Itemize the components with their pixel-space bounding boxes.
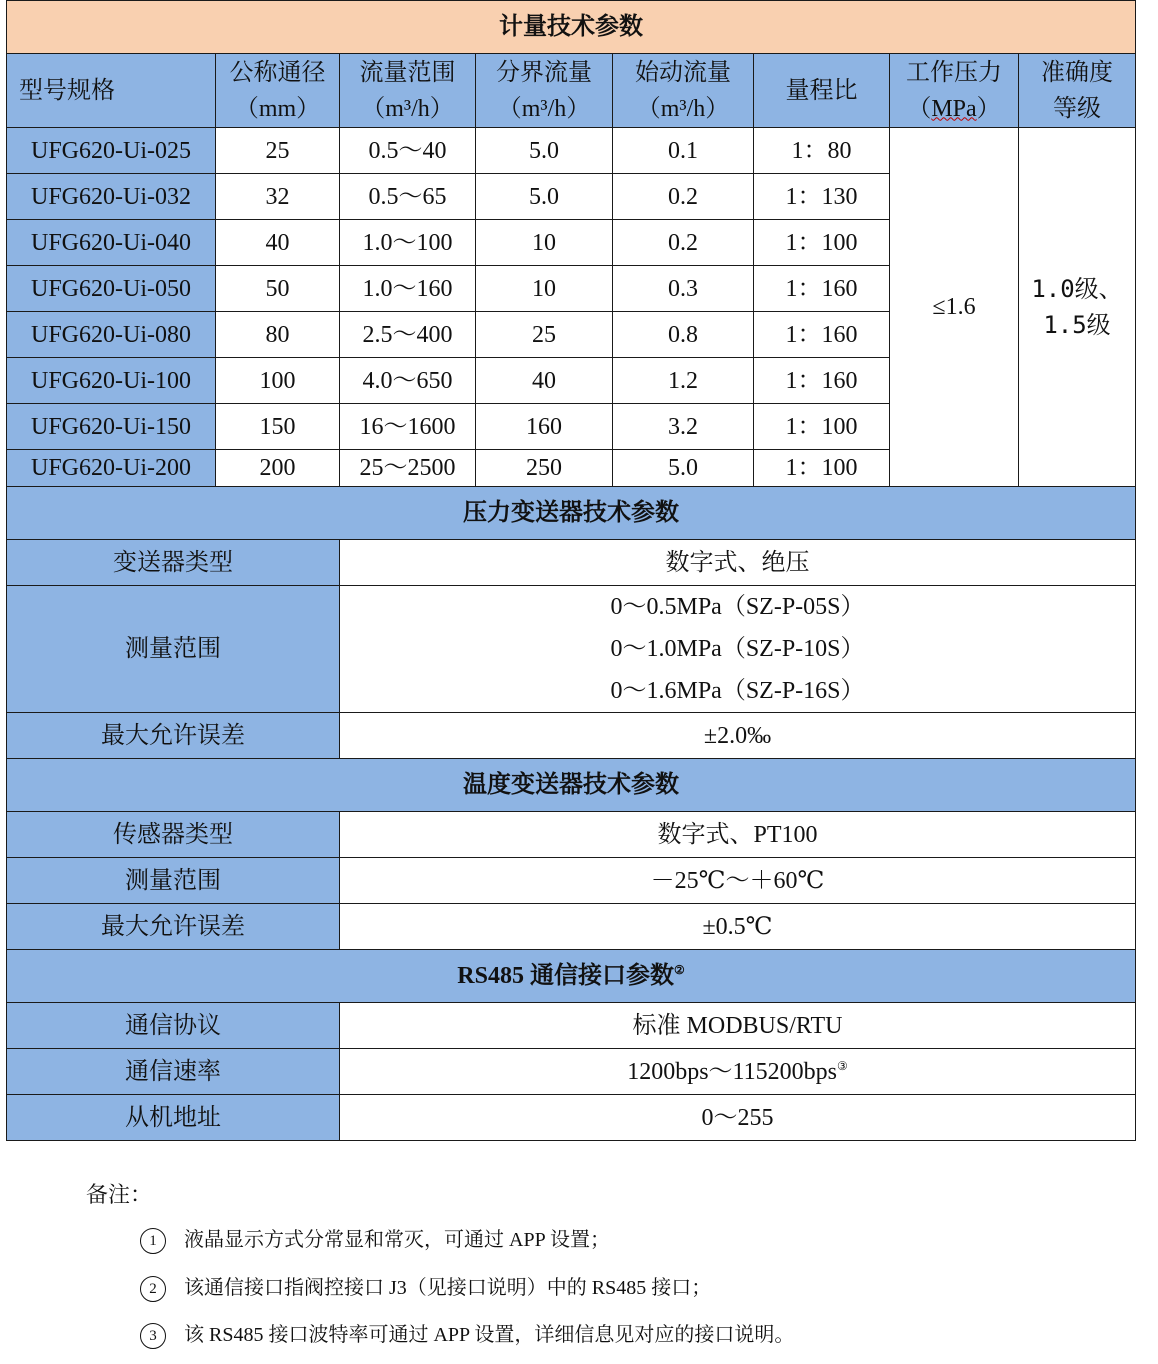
temperature-error-label: 最大允许误差 — [7, 904, 340, 950]
note-item: 3 该 RS485 接口波特率可通过 APP 设置，详细信息见对应的接口说明。 — [140, 1320, 794, 1350]
nominal-cell: 80 — [216, 312, 340, 358]
working-pressure-value: ≤1.6 — [890, 128, 1019, 487]
start-flow-cell: 3.2 — [613, 404, 754, 450]
model-cell: UFG620-Ui-200 — [7, 450, 216, 487]
header-nominal: 公称通径 （mm） — [216, 54, 340, 128]
model-cell: UFG620-Ui-150 — [7, 404, 216, 450]
start-flow-cell: 0.2 — [613, 220, 754, 266]
footnote-mark: ③ — [837, 1058, 848, 1073]
temperature-error-value: ±0.5℃ — [340, 904, 1136, 950]
header-boundary-flow: 分界流量 （m³/h） — [476, 54, 613, 128]
start-flow-cell: 0.2 — [613, 174, 754, 220]
boundary-flow-cell: 5.0 — [476, 174, 613, 220]
accuracy-class-value: 1.0级、 1.5级 — [1019, 128, 1136, 487]
pressure-section-title: 压力变送器技术参数 — [7, 487, 1136, 540]
boundary-flow-cell: 40 — [476, 358, 613, 404]
header-flow-range: 流量范围 （m³/h） — [340, 54, 476, 128]
header-start-flow: 始动流量 （m³/h） — [613, 54, 754, 128]
nominal-cell: 40 — [216, 220, 340, 266]
flow-range-cell: 1.0～100 — [340, 220, 476, 266]
model-cell: UFG620-Ui-050 — [7, 266, 216, 312]
boundary-flow-cell: 10 — [476, 266, 613, 312]
slave-address-value: 0～255 — [340, 1095, 1136, 1141]
transmitter-type-value: 数字式、绝压 — [340, 540, 1136, 586]
transmitter-type-label: 变送器类型 — [7, 540, 340, 586]
flow-range-cell: 4.0～650 — [340, 358, 476, 404]
model-cell: UFG620-Ui-100 — [7, 358, 216, 404]
note-item: 2 该通信接口指阀控接口 J3（见接口说明）中的 RS485 接口； — [140, 1273, 711, 1303]
range-ratio-cell: 1：160 — [754, 358, 890, 404]
spec-table — [6, 0, 1136, 1141]
slave-address-label: 从机地址 — [7, 1095, 340, 1141]
range-ratio-cell: 1：100 — [754, 450, 890, 487]
boundary-flow-cell: 10 — [476, 220, 613, 266]
nominal-cell: 50 — [216, 266, 340, 312]
flow-range-cell: 0.5～65 — [340, 174, 476, 220]
boundary-flow-cell: 25 — [476, 312, 613, 358]
metering-header-row — [7, 54, 1136, 128]
range-ratio-cell: 1：100 — [754, 220, 890, 266]
note-item: 1 液晶显示方式分常显和常灭，可通过 APP 设置； — [140, 1225, 610, 1255]
boundary-flow-cell: 160 — [476, 404, 613, 450]
start-flow-cell: 1.2 — [613, 358, 754, 404]
temperature-range-label: 测量范围 — [7, 858, 340, 904]
header-accuracy-class: 准确度 等级 — [1019, 54, 1136, 128]
temperature-range-value: －25℃～＋60℃ — [340, 858, 1136, 904]
header-working-pressure: 工作压力 （MPa） — [890, 54, 1019, 128]
range-ratio-cell: 1：160 — [754, 312, 890, 358]
protocol-label: 通信协议 — [7, 1003, 340, 1049]
protocol-value: 标准 MODBUS/RTU — [340, 1003, 1136, 1049]
pressure-error-label: 最大允许误差 — [7, 713, 340, 759]
circled-number-icon: 1 — [140, 1228, 166, 1254]
circled-number-icon: 2 — [140, 1276, 166, 1302]
sensor-type-label: 传感器类型 — [7, 812, 340, 858]
circled-number-icon: 3 — [140, 1323, 166, 1349]
flow-range-cell: 2.5～400 — [340, 312, 476, 358]
sensor-type-value: 数字式、PT100 — [340, 812, 1136, 858]
nominal-cell: 100 — [216, 358, 340, 404]
boundary-flow-cell: 250 — [476, 450, 613, 487]
range-ratio-cell: 1：160 — [754, 266, 890, 312]
flow-range-cell: 16～1600 — [340, 404, 476, 450]
start-flow-cell: 5.0 — [613, 450, 754, 487]
pressure-range-label: 测量范围 — [7, 586, 340, 713]
header-model: 型号规格 — [7, 54, 216, 128]
boundary-flow-cell: 5.0 — [476, 128, 613, 174]
footnote-mark: ② — [673, 963, 685, 977]
range-ratio-cell: 1：130 — [754, 174, 890, 220]
nominal-cell: 200 — [216, 450, 340, 487]
range-ratio-cell: 1：100 — [754, 404, 890, 450]
flow-range-cell: 25～2500 — [340, 450, 476, 487]
header-range-ratio: 量程比 — [754, 54, 890, 128]
nominal-cell: 150 — [216, 404, 340, 450]
model-cell: UFG620-Ui-080 — [7, 312, 216, 358]
start-flow-cell: 0.8 — [613, 312, 754, 358]
pressure-range-values: 0～0.5MPa（SZ-P-05S） 0～1.0MPa（SZ-P-10S） 0～1.6MPa（SZ-P-16S） — [340, 586, 1136, 713]
nominal-cell: 32 — [216, 174, 340, 220]
pressure-error-value: ±2.0‰ — [340, 713, 1136, 759]
notes-title: 备注： — [86, 1182, 153, 1207]
start-flow-cell: 0.3 — [613, 266, 754, 312]
model-cell: UFG620-Ui-032 — [7, 174, 216, 220]
flow-range-cell: 0.5～40 — [340, 128, 476, 174]
range-ratio-cell: 1：80 — [754, 128, 890, 174]
metering-section-title: 计量技术参数 — [7, 1, 1136, 54]
start-flow-cell: 0.1 — [613, 128, 754, 174]
baud-rate-label: 通信速率 — [7, 1049, 340, 1095]
rs485-section-title: RS485 通信接口参数② — [7, 950, 1136, 1003]
temperature-section-title: 温度变送器技术参数 — [7, 759, 1136, 812]
model-cell: UFG620-Ui-025 — [7, 128, 216, 174]
baud-rate-value: 1200bps～115200bps③ — [340, 1049, 1136, 1095]
nominal-cell: 25 — [216, 128, 340, 174]
model-cell: UFG620-Ui-040 — [7, 220, 216, 266]
table-row — [7, 128, 1136, 174]
flow-range-cell: 1.0～160 — [340, 266, 476, 312]
